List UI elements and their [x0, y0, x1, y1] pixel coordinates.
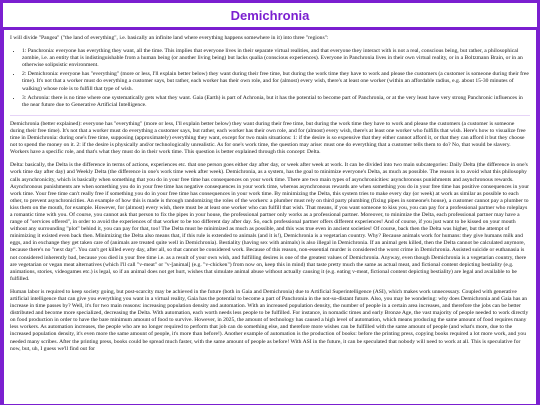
region-item-achronia: • 3: Achronia: there is no time where one systematically gets what they want. Gaia (Earth) is part of Achronia, but it has the potential to become part of Panchronia, or at the very least have very strong Panchronic influences in the near future due to Generative Artificial Intelligence.	[22, 95, 530, 109]
regions-list	[10, 48, 530, 109]
content-panel	[3, 29, 537, 405]
page-header	[3, 3, 537, 29]
paragraph-human-labor: Human labor is required to keep society going, but post-scarcity may be achieved in the future (both in Gaia and Demichronia) due to Artificial Superintelligence (ASI), which makes work unnecessary. Coupled with generative artificial intelligence that can give you everything you want in a virtual reality, Gaia has the potential to become a part of Panchronia in the not-so-distant future. Also, you may be wondering: why does Demichronia and Gaia has an increase in time passes by? Well, it's for two main reasons: increasing population density and automation. With an increased population density, the number of people in a certain area increases, and therefore the jobs can be better distributed and become more specialized, decreasing the Delta. With automation, each worth needs less people to be fulfilled. For instance, in nomadic times and early Bronze Age, the vast majority of people needed to work directly on food production in order to have the bare minimum amount of food to survive. However, in 2025, the amount of technology has caused a high level of automation, which means producing the same amount of food requires many less workers. As automation increases, the people who are no longer required to perform that job can do something else, and therefore more wishes can be fulfilled with the same amount of people (and what's more, due to the increased population density, it's even more the same amount of people, it's more than before!). Another example of automation is the production of books: before the printing press, copying books required a lot more work, and you needed many scribes. After the printing press, books could be spread much faster, with the same amount of people as before! With ASI in the future, it can be speculated that nobody will need to work at all. This is speculative for now, but, uh, I guess we'll find out for	[10, 288, 529, 352]
article-body	[4, 30, 536, 353]
intro-paragraph: I will divide "Pangea" ("the land of everything", i.e. basically an infinite land where everything happens somewhere in it) into three "regions":	[10, 35, 329, 41]
page-title: Demichronia	[230, 7, 310, 23]
section-divider	[10, 115, 530, 116]
paragraph-demichronia-explained: Demichronia (better explained): everyone has "everything" (more or less, I'll explain better below) they want during their free time, but during the work time they have to work and please the customers (a customer is someone during their free time). It's not that a worker must do everything a customer says, but rather, each worker has their own role, and for (almost) every wish, there's at least one worker who fulfills that wish. Here's how to visualize free time in Demichronia: during one's free time, supposing (approximately) everything they want, except for two main situations: 1: if the desire is so expensive that they either cannot afford it, or that they can afford it but they choose not to spend the money on it. 2: if the desire is physically and/or technologically unrealistic. As for one's work time, the question may arise: must one do everything that a customer tells them to do? No, that would be slavery. Workers have a specific role, and that's what they must do in their work time. This question is better explained through this concept: Delta.	[10, 120, 526, 156]
region-item-demichronia: • 2: Demichronia: everyone has "everything" (more or less, I'll explain better below) they want during their free time, but during the work time they have to work and please the customers (a customer is someone during their free time). It's not that a worker must do everything a customer says, but rather, each worker has their own role, and for (almost) every wish, there's at least one worker (within an affordable radius, e.g. about 15-30 minutes of walking) whose role is to fulfill that type of wish.	[22, 71, 530, 92]
region-item-panchronia: • 1: Panchronia: everyone has everything they want, all the time. This implies that everyone lives in their separate virtual realities, and that everyone they interact with is not a real, conscious being, but rather, a philosophical zombie, i.e. an entity that is indistinguishable from a human being (or another living being) but lacks qualia (conscious experiences). Everyone in Panchronia lives in their own virtual reality, or in a Boltzmann Brain, or in an otherwise solipsistic environment.	[22, 48, 530, 69]
paragraph-delta: Delta: basically, the Delta is the difference in terms of actions, experiences etc. that one person goes either day after day, or week after week at work. It can be divided into two main subcategories: Daily Delta (the difference in one's work time day after day) and Weekly Delta (the difference in one's work time week after week). Demichronia, as a system, has the goal to minimize everyone's Delta, as much as possible. The reason is to avoid what this philosophy calls asynchronicity, which is basically when something that you do in your free time has consequences on your work time. There are two main types of asynchronicities: asynchronous punishments and asynchronous rewards. Asynchronous punishments are when something you do in your free time has negative consequences in your work time, whereas asynchronous rewards are when something you do in your free time has positive consequences in your work time. Your free time can't really free if something you do in your free time has consequences in your work time. By minimizing the Delta, this system tries to make every day (or week) at work as similar as possible to each other, to prevent asynchronicities. An example of how this is made is through randomizing the roles of the workers: a plumber must rely on third party plumbing (fixing pipes in someone's house), a customer cannot pay a plumber to kiss them on the mouth, for example. However, for (almost) every wish, there must be at least one worker who can fulfill that wish. That means, if you want someone to kiss you, you can pay for a professional partner who roleplays a romantic time with you. Of course, you cannot ask that person to fix the pipes in your house, the professional partner only works as a professional partner. Moreover, to minimize the Delta, each professional partner may have a range of "services offered", in order to avoid the experiences of that worker to be too different day after day. So, each professional partner offers different experiences! And of course, if you just want to be kissed on your mouth without any surrounding "plot" behind it, you can pay for that, too! The Delta must be minimized as much as possible, and this was true even in ancient societies! Of course, back then the Delta was higher, but the attempt of minimizing it existed even back then. Minimizing the Delta also means that, if this rule is extended to animals (and it is!), Demichronia is a vegetarian country. Why? Because animals work for humans: they give humans milk and eggs, and in exchange they get taken care of (animals are treated quite well in Demichronia). Bestiality (having sex with animals) is also illegal in Demichronia. If an animal gets killed, then the Delta cannot be calculated anymore, because there's no "next day". You can't get killed every day, after all, so that cannot be considered work. Because of this reason, non-essential murder is considered the worst crime in Demichronia. Assisted suicide or euthanasia is not considered inherently bad, because you died in your free time i.e. as a result of your own wish, and fulfilling desires is one of the greatest values of Demichronia. Anyway, even though Demichronia is a vegetarian country, there are vegetarian or vegan meat alternatives (which I'll call "v-meat" or "v-[animal] (e.g. "v-chicken") from now on, keep this in mind) that taste pretty much the same as actual meat, and fictional content depicting bestiality (e.g. animations, stories, videogames etc.) is legal, so if an animal does not get hurt, wishes that simulate animal abuse without actually causing it (e.g. eating v-meat, fictional content depicting bestiality) are legal and available to be fulfilled.	[10, 162, 530, 282]
